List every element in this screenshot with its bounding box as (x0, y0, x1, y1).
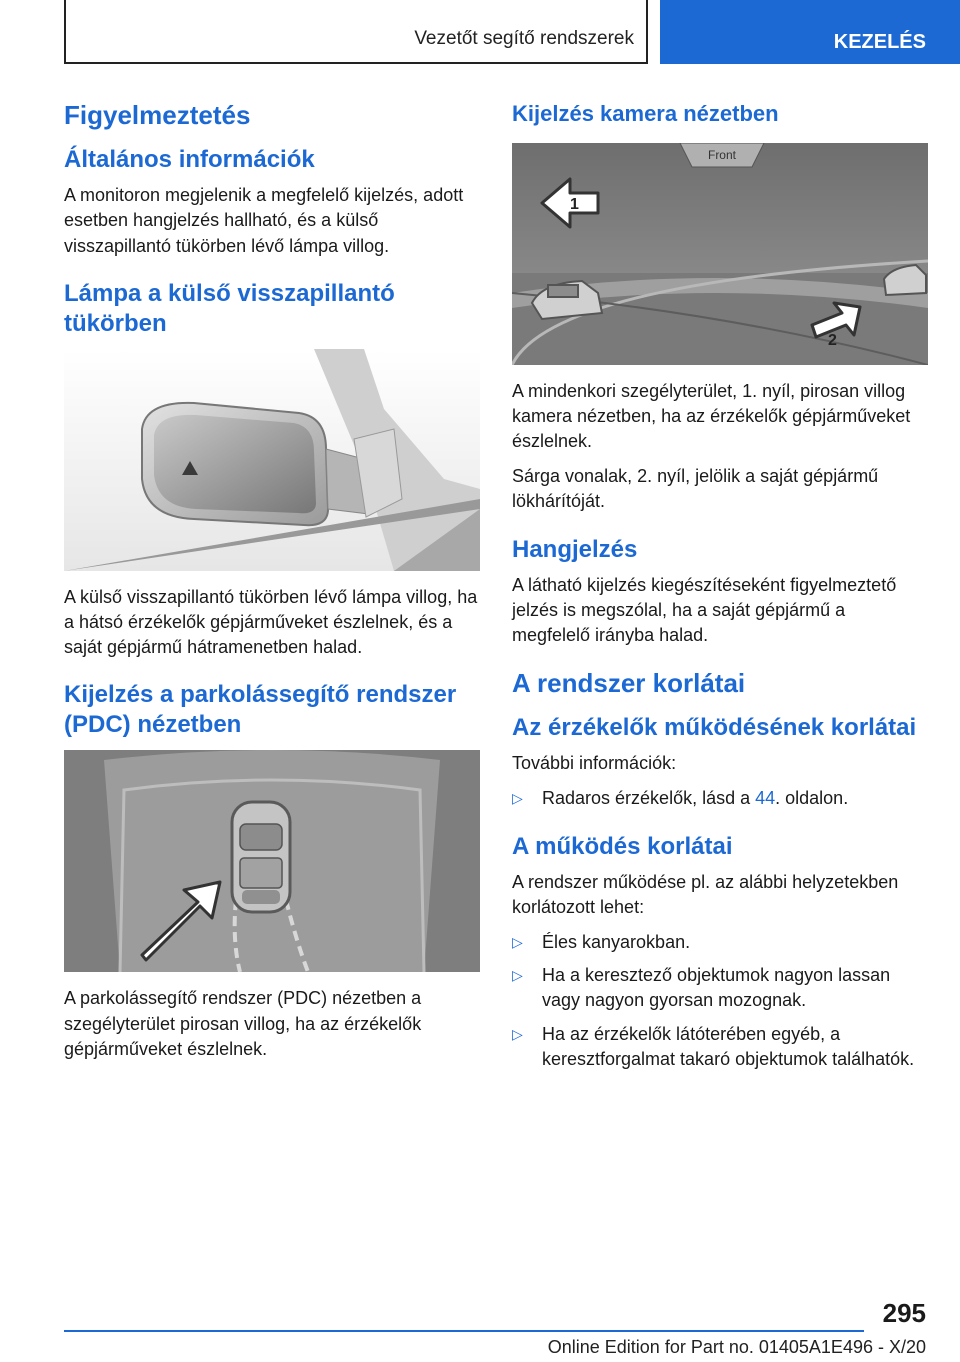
sound-text: A látható kijelzés kiegészítéseként figyelmeztető jelzés is megszólal, ha a saját gépjármű a megfelelő irányba halad. (512, 574, 897, 645)
list-item (512, 930, 928, 955)
camera-view-image (512, 143, 928, 365)
chapter-tab-label: KEZELÉS (833, 31, 926, 53)
sensor-bullet-suffix: . oldalon. (775, 788, 849, 809)
function-bullet-text: Ha a keresztező objektumok nagyon lassan vagy nagyon gyorsan mozognak. (542, 965, 891, 1011)
function-bullet-text: Ha az érzékelők látóterében egyéb, a keresztforgalmat takaró objektumok találhatók. (542, 1023, 915, 1069)
footer-divider (64, 1330, 864, 1332)
page-reference-link[interactable]: 44 (755, 788, 776, 809)
right-column (512, 100, 928, 1080)
camera-front-label: Front (707, 147, 737, 162)
mirror-lamp-image (64, 349, 480, 571)
sensor-limits-text: További információk: (512, 753, 677, 774)
list-item (512, 963, 928, 1013)
camera-text-1: A mindenkori szegélyterület, 1. nyíl, pirosan villog kamera nézetben, ha az érzékelők gépjárműveket észlelnek. (512, 380, 911, 451)
camera-view-heading: Kijelzés kamera nézetben (512, 101, 779, 126)
mirror-lamp-heading: Lámpa a külső visszapillantó tükörben (64, 279, 395, 337)
function-limits-text: A rendszer működése pl. az alábbi helyzetekben korlátozott lehet: (512, 871, 899, 917)
camera-text-2: Sárga vonalak, 2. nyíl, jelölik a saját gépjármű lökhárítóját. (512, 466, 879, 512)
bullet-triangle-icon: ▷ (512, 790, 523, 807)
function-limits-heading: A működés korlátai (512, 832, 733, 860)
sensor-bullet-prefix: Radaros érzékelők, lásd a (542, 788, 756, 809)
header-section-box (64, 0, 648, 64)
bullet-triangle-icon: ▷ (512, 1025, 523, 1042)
sensor-limits-heading: Az érzékelők működésének korlátai (512, 714, 917, 742)
pdc-view-image (64, 750, 480, 972)
list-item (512, 786, 928, 811)
left-column (64, 100, 480, 1072)
pdc-view-heading: Kijelzés a parkolássegítő rendszer (PDC) nézetben (64, 681, 457, 739)
section-title: Vezetőt segítő rendszerek (414, 28, 634, 49)
camera-arrow-2-label: 2 (828, 331, 837, 349)
bullet-triangle-icon: ▷ (512, 934, 523, 951)
function-bullet-text: Éles kanyarokban. (542, 932, 691, 953)
camera-arrow-1-label: 1 (570, 195, 579, 213)
bullet-triangle-icon: ▷ (512, 967, 523, 984)
mirror-lamp-text: A külső visszapillantó tükörben lévő lámpa villog, ha a hátsó érzékelők gépjárműveket észlelnek, és a saját gépjármű hátramenetben halad. (64, 586, 478, 658)
main-heading: Figyelmeztetés (64, 100, 251, 130)
list-item (512, 1022, 928, 1072)
sound-heading: Hangjelzés (512, 535, 638, 563)
system-limits-heading: A rendszer korlátai (512, 668, 746, 699)
general-info-heading: Általános információk (64, 146, 315, 174)
general-info-text: A monitoron megjelenik a megfelelő kijelzés, adott esetben hangjelzés hallható, és a külső visszapillantó tükörben lévő lámpa villog. (64, 185, 464, 256)
chapter-tab[interactable] (660, 0, 960, 64)
edition-info: Online Edition for Part no. 01405A1E496 - X/20 (547, 1337, 926, 1357)
pdc-view-text: A parkolássegítő rendszer (PDC) nézetben a szegélyterület pirosan villog, ha az érzékelők gépjárműveket észlelnek. (64, 988, 422, 1059)
page-number: 295 (882, 1298, 926, 1328)
